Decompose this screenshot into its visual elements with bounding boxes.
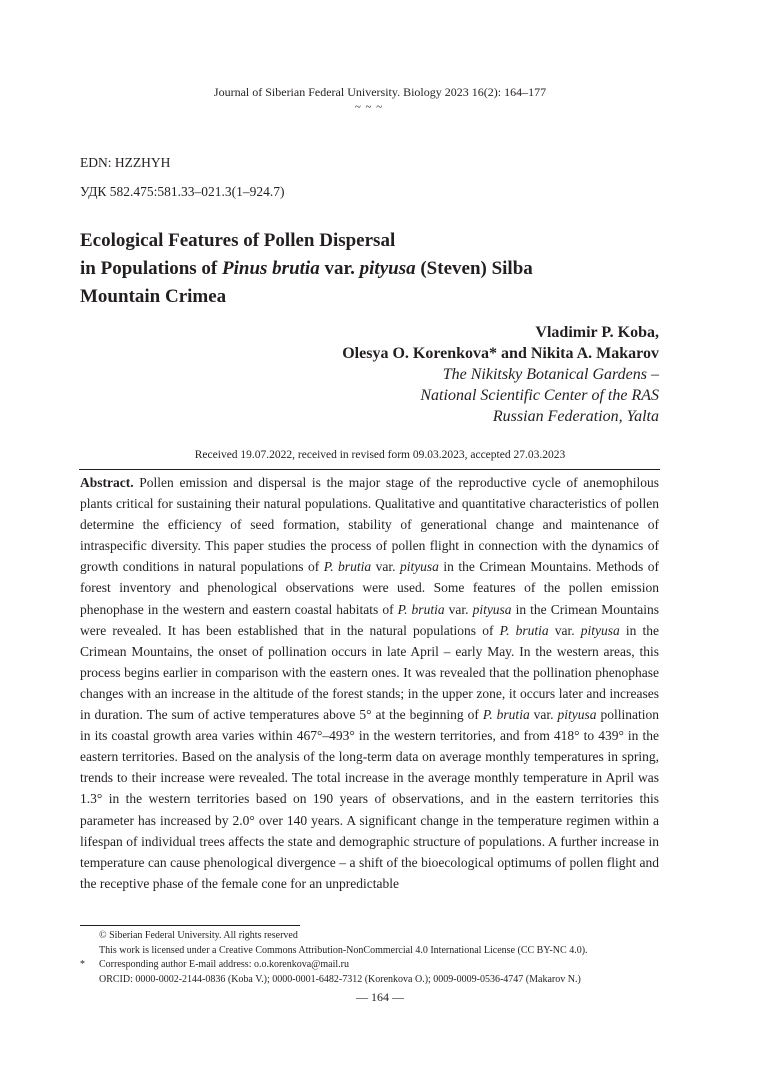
author-line-2: Olesya O. Korenkova* and Nikita A. Makarov [342,345,659,362]
variety-name: pityusa [557,707,597,723]
received-dates: Received 19.07.2022, received in revised form 09.03.2023, accepted 27.03.2023 [194,449,566,461]
title-text: var. [319,258,360,279]
orcid-note: ORCID: 0000-0002-2144-0836 (Koba V.); 0000-0001-6482-7312 (Korenkova O.); 0009-0009-0536-4747 (Makarov N.) [99,973,581,985]
title-text: (Steven) Silba [415,258,533,279]
footnote-divider [80,925,300,926]
species-name: P. brutia [397,601,445,617]
corresponding-note [80,958,680,973]
title-line-3: Mountain Crimea [80,286,227,307]
abstract-text: in the Crimean Mountains were revealed. It has been established that in the natural populations of [80,601,660,638]
abstract-text: pollination in its coastal growth area varies within 467°–493° in the western territories, and from 418° to 439° in the eastern territories. Based on the analysis of the long-term data on average monthly temperatures in spring, trends to their increase were revealed. The total increase in the average monthly temperature in April was 1.3° in the western territories based on 190 years of observations, and in the eastern territories this parameter has increased by 2.0° over 140 years. A significant change in the temperature regimen within a lifespan of individual trees affects the state and demographic structure of populations. A further increase in temperature can cause phenological divergence – a shift of the bioecological optimums of pollen flight and the receptive phase of the female cone for an unpredictable [80,707,660,891]
title-line-2 [80,255,680,283]
species-name: Pinus brutia [222,258,320,279]
abstract-text: in the Crimean Mountains, the onset of pollination occurs in late April – early May. In the western areas, this process begins earlier in comparison with the eastern ones. It was revealed that the pollination phenophase changes with an increase in the altitude of the forest stands; in the upper zone, it occurs later and increases in duration. The sum of active temperatures above 5° at the beginning of [80,622,660,723]
journal-header: Journal of Siberian Federal University. Biology 2023 16(2): 164–177 [213,85,547,99]
footnotes [80,929,680,987]
variety-name: pityusa [580,622,620,638]
species-name: P. brutia [499,622,549,638]
abstract-label: Abstract. [80,475,134,490]
copyright-note: © Siberian Federal University. All rights reserved [99,930,298,941]
page-number: — 164 — [356,990,404,1004]
variety-name: pityusa [399,559,439,575]
corresponding-email: Corresponding author E-mail address: o.o.korenkova@mail.ru [99,959,349,970]
species-name: P. brutia [323,559,372,575]
title-text: in Populations of [80,258,223,279]
abstract-text: var. [371,559,400,575]
footnote-marker: * [80,959,85,970]
affiliation-line-1: The Nikitsky Botanical Gardens – [442,366,659,383]
species-name: P. brutia [482,707,530,723]
abstract-text: in the Crimean Mountains. Methods of forest inventory and phenological observations were used. Some features of the pollen emission phenophase in the western and eastern coastal habitats of [80,559,660,617]
abstract-text: Pollen emission and dispersal is the major stage of the reproductive cycle of anemophilous plants critical for sustaining their natural populations. Qualitative and quantitative characteristics of pollen determine the efficiency of seed formation, stability of generational change and maintenance of intraspecific diversity. This paper studies the process of pollen flight in connection with the dynamics of growth conditions in natural populations of [80,475,659,575]
abstract-paragraph [80,472,659,894]
title-line-1: Ecological Features of Pollen Dispersal [80,230,396,251]
license-note: This work is licensed under a Creative Commons Attribution-NonCommercial 4.0 International License (CC BY-NC 4.0). [99,944,588,956]
abstract-text: var. [444,601,473,617]
udk-identifier: УДК 582.475:581.33–021.3(1–924.7) [80,184,285,199]
variety-name: pityusa [359,258,416,279]
variety-name: pityusa [472,601,512,617]
abstract-divider [79,469,660,470]
author-line-1: Vladimir P. Koba, [535,324,659,341]
header-ornament: ~ ~ ~ [354,101,384,113]
abstract-text: var. [548,622,581,638]
affiliation-line-2: National Scientific Center of the RAS [420,387,659,404]
abstract-text: var. [529,707,558,723]
affiliation-line-3: Russian Federation, Yalta [492,408,659,425]
article-title [80,227,680,311]
edn-identifier: EDN: HZZHYH [80,155,171,170]
authors-block [342,322,659,427]
